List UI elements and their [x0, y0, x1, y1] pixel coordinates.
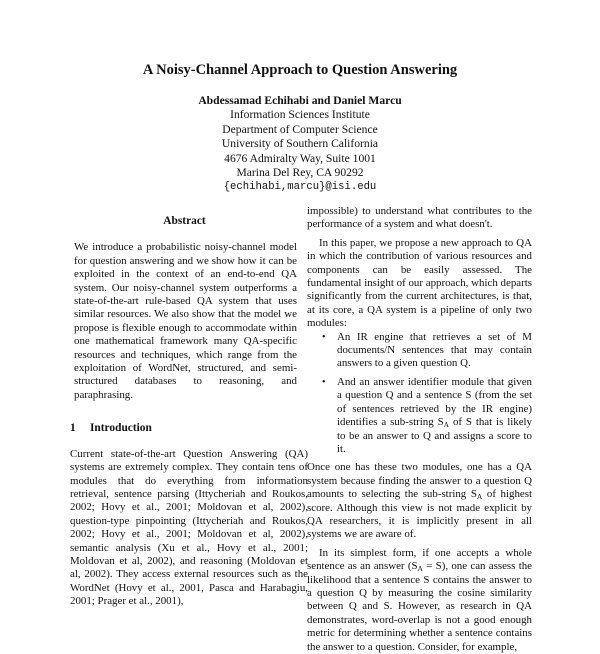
- subscript: A: [443, 420, 450, 430]
- paragraph-text: Once one has these two modules, one has a QA system because finding the answer to a question Q amounts to selecting the sub-string S: [307, 461, 532, 501]
- affiliation-line: Department of Computer Science: [222, 122, 378, 136]
- list-item-text: of S that is likely to be an answer to Q and assigns a score to it.: [337, 416, 533, 455]
- affiliation-line: 4676 Admiralty Way, Suite 1001: [224, 151, 376, 165]
- abstract-heading: Abstract: [163, 215, 206, 227]
- list-item: [307, 331, 532, 371]
- paragraph: In this paper, we propose a new approach to QA in which the contribution of various resources and components can be easily assessed. The fundamental insight of our approach, which departs significantly from the current architectures, is that, at its core, a QA system is a pipeline of only two modules:: [307, 236, 532, 330]
- bullet-icon: •: [322, 376, 326, 388]
- paper-title: A Noisy-Channel Approach to Question Answering: [142, 62, 458, 78]
- left-column: [61, 215, 308, 609]
- list-item: [307, 376, 532, 456]
- affiliation-line: Information Sciences Institute: [230, 108, 370, 122]
- list-item-text: An IR engine that retrieves a set of M documents/N sentences that may contain answers to a given question Q.: [337, 330, 532, 370]
- section-title: Introduction: [90, 422, 152, 435]
- subscript: A: [476, 492, 483, 502]
- paragraph-text: = S), one can assess the likelihood that a sentence S contains the answer to a question Q by measuring the cosine similarity between Q and S. However, as research in QA demonstrates, word-overlap is not a good enough metric for determining whether a sentence contains the answer to a question. Consider, for example,: [307, 560, 532, 653]
- section-number: 1: [70, 422, 76, 435]
- author-names: Abdessamad Echihabi and Daniel Marcu: [198, 94, 402, 107]
- author-block: [0, 94, 600, 195]
- module-list: [307, 331, 532, 457]
- paragraph: impossible) to understand what contributes to the performance of a system and what doesn't.: [307, 205, 532, 231]
- bullet-icon: •: [322, 331, 326, 343]
- subscript: A: [417, 564, 423, 574]
- affiliation-line: Marina Del Rey, CA 90292: [236, 166, 364, 180]
- paragraph: [307, 461, 532, 541]
- abstract-text: We introduce a probabilistic noisy-channel model for question answering and we show how it can be exploited in the context of an end-to-end QA system. Our noisy-channel system outperforms a state-of-the-art rule-based QA system that uses similar resources. We also show that the model we propose is flexible enough to accommodate within one mathematical framework many QA-specific resources and techniques, which range from the exploitation of WordNet, structured, and semi-structured databases to reasoning, and paraphrasing.: [74, 241, 297, 401]
- right-column: [307, 205, 532, 654]
- list-item-text: And an answer identifier module that given a question Q and a sentence S (from the set of sentences retrieved by the IR engine) identifies a sub-string S: [337, 375, 532, 429]
- paragraph: [307, 547, 532, 654]
- introduction-text: Current state-of-the-art Question Answering (QA) systems are extremely complex. They contain tens of modules that do everything from information retrieval, sentence parsing (Ittycheriah and Roukos, 2002; Hovy et al., 2001; Moldovan et al, 2002), question-type pinpointing (Ittycheriah and Roukos, 2002; Hovy et al., 2001; Moldovan et al, 2002), semantic analysis (Xu et al., Hovy et al., 2001; Moldovan et al, 2002), and reasoning (Moldovan et al, 2002). They access external resources such as the WordNet (Hovy et al., 2001, Pasca and Harabagiu, 2001; Prager et al., 2001),: [70, 447, 308, 608]
- section-heading-introduction: [70, 422, 308, 435]
- paragraph-text: of highest score. Although this view is not made explicit by QA researchers, it is implicitly present in all systems we are aware of.: [307, 488, 532, 541]
- paragraph-text: In its simplest form, if one accepts a whole sentence as an answer (S: [307, 546, 532, 573]
- affiliation-line: University of Southern California: [221, 137, 379, 151]
- author-email: {echihabi,marcu}@isi.edu: [223, 181, 377, 194]
